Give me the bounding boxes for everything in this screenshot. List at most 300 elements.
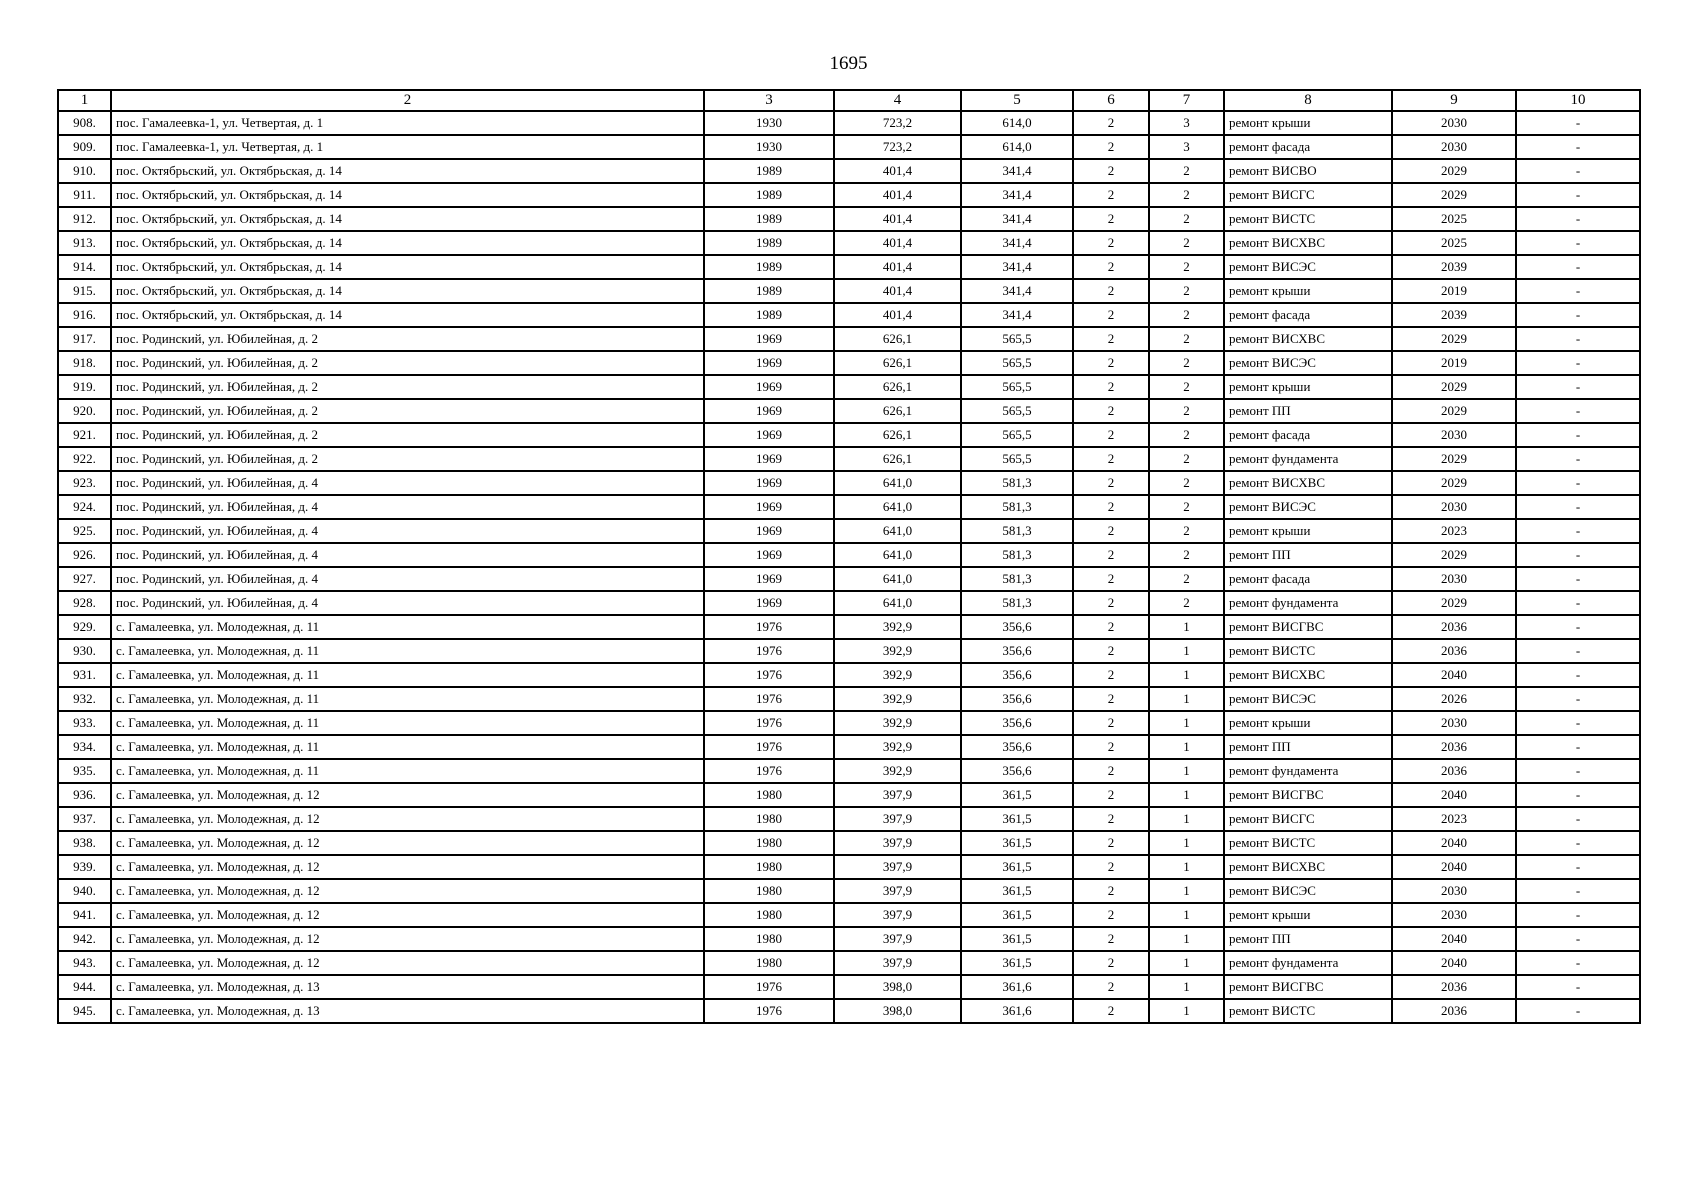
table-row (58, 807, 1640, 831)
cell-living-area: 341,4 (961, 255, 1073, 279)
cell-entrances: 3 (1149, 135, 1224, 159)
cell-planned-year: 2023 (1392, 519, 1516, 543)
cell-total-area: 392,9 (834, 615, 961, 639)
cell-note: - (1516, 351, 1640, 375)
cell-total-area: 641,0 (834, 567, 961, 591)
cell-work-type: ремонт ВИСГВС (1224, 783, 1392, 807)
cell-floors: 2 (1073, 591, 1149, 615)
cell-total-area: 626,1 (834, 399, 961, 423)
cell-note: - (1516, 159, 1640, 183)
cell-total-area: 397,9 (834, 855, 961, 879)
cell-row-number: 939. (58, 855, 111, 879)
cell-total-area: 401,4 (834, 231, 961, 255)
cell-work-type: ремонт ВИСХВС (1224, 663, 1392, 687)
cell-entrances: 1 (1149, 879, 1224, 903)
cell-row-number: 940. (58, 879, 111, 903)
table-row (58, 111, 1640, 135)
table-row (58, 495, 1640, 519)
cell-build-year: 1969 (704, 543, 834, 567)
cell-living-area: 341,4 (961, 303, 1073, 327)
cell-note: - (1516, 303, 1640, 327)
cell-total-area: 397,9 (834, 903, 961, 927)
cell-planned-year: 2030 (1392, 879, 1516, 903)
cell-work-type: ремонт крыши (1224, 279, 1392, 303)
cell-note: - (1516, 711, 1640, 735)
cell-work-type: ремонт ВИСХВС (1224, 231, 1392, 255)
cell-address: пос. Родинский, ул. Юбилейная, д. 2 (111, 327, 704, 351)
cell-floors: 2 (1073, 159, 1149, 183)
cell-row-number: 919. (58, 375, 111, 399)
cell-address: пос. Родинский, ул. Юбилейная, д. 2 (111, 351, 704, 375)
cell-planned-year: 2029 (1392, 471, 1516, 495)
cell-build-year: 1989 (704, 255, 834, 279)
cell-floors: 2 (1073, 759, 1149, 783)
cell-total-area: 401,4 (834, 183, 961, 207)
cell-work-type: ремонт ВИСЭС (1224, 255, 1392, 279)
cell-note: - (1516, 807, 1640, 831)
cell-row-number: 928. (58, 591, 111, 615)
column-header-8: 8 (1224, 90, 1392, 111)
cell-note: - (1516, 327, 1640, 351)
cell-floors: 2 (1073, 927, 1149, 951)
cell-entrances: 1 (1149, 951, 1224, 975)
cell-living-area: 356,6 (961, 687, 1073, 711)
page-number: 1695 (829, 53, 868, 74)
cell-row-number: 925. (58, 519, 111, 543)
cell-row-number: 909. (58, 135, 111, 159)
cell-floors: 2 (1073, 711, 1149, 735)
cell-entrances: 1 (1149, 639, 1224, 663)
cell-living-area: 341,4 (961, 207, 1073, 231)
cell-entrances: 2 (1149, 327, 1224, 351)
cell-planned-year: 2029 (1392, 183, 1516, 207)
cell-build-year: 1969 (704, 471, 834, 495)
cell-note: - (1516, 519, 1640, 543)
cell-total-area: 392,9 (834, 759, 961, 783)
cell-work-type: ремонт ВИСТС (1224, 207, 1392, 231)
cell-build-year: 1969 (704, 399, 834, 423)
cell-build-year: 1969 (704, 519, 834, 543)
cell-address: с. Гамалеевка, ул. Молодежная, д. 12 (111, 831, 704, 855)
cell-floors: 2 (1073, 111, 1149, 135)
table-row (58, 543, 1640, 567)
cell-row-number: 915. (58, 279, 111, 303)
cell-total-area: 641,0 (834, 519, 961, 543)
table-row (58, 135, 1640, 159)
cell-address: пос. Октябрьский, ул. Октябрьская, д. 14 (111, 159, 704, 183)
cell-planned-year: 2040 (1392, 927, 1516, 951)
cell-living-area: 356,6 (961, 711, 1073, 735)
cell-planned-year: 2036 (1392, 735, 1516, 759)
cell-row-number: 942. (58, 927, 111, 951)
cell-entrances: 2 (1149, 375, 1224, 399)
table-row (58, 183, 1640, 207)
cell-planned-year: 2040 (1392, 951, 1516, 975)
column-header-7: 7 (1149, 90, 1224, 111)
cell-living-area: 565,5 (961, 447, 1073, 471)
cell-address: пос. Октябрьский, ул. Октябрьская, д. 14 (111, 303, 704, 327)
cell-floors: 2 (1073, 975, 1149, 999)
cell-row-number: 913. (58, 231, 111, 255)
table-row (58, 855, 1640, 879)
cell-floors: 2 (1073, 471, 1149, 495)
cell-planned-year: 2036 (1392, 759, 1516, 783)
cell-address: пос. Родинский, ул. Юбилейная, д. 2 (111, 375, 704, 399)
cell-living-area: 356,6 (961, 663, 1073, 687)
cell-row-number: 923. (58, 471, 111, 495)
cell-living-area: 361,5 (961, 831, 1073, 855)
cell-address: с. Гамалеевка, ул. Молодежная, д. 11 (111, 759, 704, 783)
cell-address: пос. Октябрьский, ул. Октябрьская, д. 14 (111, 231, 704, 255)
cell-address: пос. Родинский, ул. Юбилейная, д. 2 (111, 423, 704, 447)
cell-build-year: 1969 (704, 567, 834, 591)
cell-floors: 2 (1073, 543, 1149, 567)
cell-total-area: 401,4 (834, 207, 961, 231)
cell-build-year: 1989 (704, 207, 834, 231)
cell-work-type: ремонт крыши (1224, 111, 1392, 135)
cell-entrances: 2 (1149, 303, 1224, 327)
table-row (58, 615, 1640, 639)
cell-build-year: 1976 (704, 615, 834, 639)
cell-row-number: 936. (58, 783, 111, 807)
cell-planned-year: 2023 (1392, 807, 1516, 831)
cell-note: - (1516, 759, 1640, 783)
cell-build-year: 1976 (704, 999, 834, 1023)
cell-work-type: ремонт ВИСЭС (1224, 879, 1392, 903)
table-row (58, 351, 1640, 375)
cell-total-area: 392,9 (834, 735, 961, 759)
cell-entrances: 1 (1149, 759, 1224, 783)
cell-work-type: ремонт крыши (1224, 903, 1392, 927)
cell-entrances: 2 (1149, 159, 1224, 183)
cell-work-type: ремонт ВИСТС (1224, 831, 1392, 855)
cell-address: пос. Родинский, ул. Юбилейная, д. 2 (111, 447, 704, 471)
cell-build-year: 1976 (704, 735, 834, 759)
cell-entrances: 1 (1149, 927, 1224, 951)
cell-address: пос. Родинский, ул. Юбилейная, д. 4 (111, 567, 704, 591)
cell-note: - (1516, 879, 1640, 903)
cell-row-number: 911. (58, 183, 111, 207)
cell-work-type: ремонт фундамента (1224, 759, 1392, 783)
cell-entrances: 2 (1149, 567, 1224, 591)
table-row (58, 471, 1640, 495)
cell-work-type: ремонт фасада (1224, 303, 1392, 327)
cell-living-area: 341,4 (961, 183, 1073, 207)
cell-total-area: 398,0 (834, 999, 961, 1023)
table-row (58, 327, 1640, 351)
cell-row-number: 908. (58, 111, 111, 135)
table-row (58, 879, 1640, 903)
cell-address: с. Гамалеевка, ул. Молодежная, д. 13 (111, 999, 704, 1023)
cell-address: с. Гамалеевка, ул. Молодежная, д. 12 (111, 783, 704, 807)
cell-entrances: 2 (1149, 423, 1224, 447)
cell-build-year: 1980 (704, 807, 834, 831)
cell-address: с. Гамалеевка, ул. Молодежная, д. 12 (111, 879, 704, 903)
cell-entrances: 1 (1149, 831, 1224, 855)
table-row (58, 999, 1640, 1023)
cell-row-number: 933. (58, 711, 111, 735)
table-row (58, 951, 1640, 975)
cell-living-area: 341,4 (961, 231, 1073, 255)
cell-planned-year: 2036 (1392, 639, 1516, 663)
cell-total-area: 397,9 (834, 879, 961, 903)
cell-floors: 2 (1073, 855, 1149, 879)
cell-work-type: ремонт ВИСЭС (1224, 351, 1392, 375)
cell-planned-year: 2029 (1392, 591, 1516, 615)
cell-total-area: 392,9 (834, 639, 961, 663)
cell-living-area: 581,3 (961, 543, 1073, 567)
table-row (58, 255, 1640, 279)
cell-total-area: 392,9 (834, 711, 961, 735)
cell-entrances: 2 (1149, 207, 1224, 231)
cell-build-year: 1976 (704, 663, 834, 687)
cell-entrances: 2 (1149, 591, 1224, 615)
cell-address: пос. Родинский, ул. Юбилейная, д. 4 (111, 471, 704, 495)
cell-living-area: 361,6 (961, 975, 1073, 999)
cell-note: - (1516, 567, 1640, 591)
cell-address: с. Гамалеевка, ул. Молодежная, д. 12 (111, 903, 704, 927)
table-row (58, 447, 1640, 471)
cell-floors: 2 (1073, 663, 1149, 687)
cell-note: - (1516, 135, 1640, 159)
cell-work-type: ремонт крыши (1224, 519, 1392, 543)
cell-planned-year: 2025 (1392, 207, 1516, 231)
cell-entrances: 1 (1149, 999, 1224, 1023)
cell-build-year: 1930 (704, 111, 834, 135)
cell-planned-year: 2040 (1392, 831, 1516, 855)
cell-row-number: 931. (58, 663, 111, 687)
cell-address: с. Гамалеевка, ул. Молодежная, д. 11 (111, 615, 704, 639)
cell-note: - (1516, 399, 1640, 423)
cell-note: - (1516, 423, 1640, 447)
cell-total-area: 401,4 (834, 159, 961, 183)
cell-planned-year: 2030 (1392, 111, 1516, 135)
cell-living-area: 356,6 (961, 735, 1073, 759)
cell-entrances: 1 (1149, 735, 1224, 759)
cell-planned-year: 2029 (1392, 399, 1516, 423)
table-row (58, 975, 1640, 999)
cell-note: - (1516, 735, 1640, 759)
cell-row-number: 922. (58, 447, 111, 471)
table-row (58, 687, 1640, 711)
table-row (58, 639, 1640, 663)
cell-work-type: ремонт ВИСГВС (1224, 975, 1392, 999)
cell-floors: 2 (1073, 207, 1149, 231)
cell-work-type: ремонт ВИСХВС (1224, 327, 1392, 351)
cell-build-year: 1969 (704, 351, 834, 375)
cell-living-area: 361,5 (961, 903, 1073, 927)
cell-total-area: 392,9 (834, 663, 961, 687)
cell-floors: 2 (1073, 351, 1149, 375)
cell-planned-year: 2036 (1392, 999, 1516, 1023)
cell-entrances: 2 (1149, 471, 1224, 495)
cell-row-number: 927. (58, 567, 111, 591)
cell-note: - (1516, 999, 1640, 1023)
table-row (58, 159, 1640, 183)
table-row (58, 735, 1640, 759)
cell-planned-year: 2040 (1392, 663, 1516, 687)
table-row (58, 279, 1640, 303)
cell-build-year: 1976 (704, 975, 834, 999)
cell-work-type: ремонт ВИСХВС (1224, 471, 1392, 495)
cell-living-area: 361,6 (961, 999, 1073, 1023)
cell-note: - (1516, 111, 1640, 135)
cell-living-area: 361,5 (961, 927, 1073, 951)
table-row (58, 423, 1640, 447)
cell-note: - (1516, 375, 1640, 399)
cell-living-area: 565,5 (961, 375, 1073, 399)
cell-address: пос. Октябрьский, ул. Октябрьская, д. 14 (111, 183, 704, 207)
table-row (58, 303, 1640, 327)
cell-living-area: 356,6 (961, 759, 1073, 783)
cell-address: пос. Октябрьский, ул. Октябрьская, д. 14 (111, 279, 704, 303)
cell-address: с. Гамалеевка, ул. Молодежная, д. 11 (111, 687, 704, 711)
cell-note: - (1516, 975, 1640, 999)
cell-row-number: 929. (58, 615, 111, 639)
cell-living-area: 356,6 (961, 615, 1073, 639)
cell-entrances: 2 (1149, 279, 1224, 303)
cell-planned-year: 2030 (1392, 711, 1516, 735)
cell-floors: 2 (1073, 183, 1149, 207)
cell-entrances: 2 (1149, 447, 1224, 471)
table-header-row (58, 90, 1640, 111)
cell-entrances: 2 (1149, 183, 1224, 207)
table-row (58, 783, 1640, 807)
cell-planned-year: 2040 (1392, 855, 1516, 879)
cell-row-number: 930. (58, 639, 111, 663)
cell-living-area: 614,0 (961, 135, 1073, 159)
table-row (58, 711, 1640, 735)
cell-build-year: 1989 (704, 159, 834, 183)
cell-living-area: 565,5 (961, 399, 1073, 423)
cell-note: - (1516, 663, 1640, 687)
cell-note: - (1516, 591, 1640, 615)
cell-note: - (1516, 207, 1640, 231)
cell-note: - (1516, 495, 1640, 519)
cell-note: - (1516, 903, 1640, 927)
column-header-4: 4 (834, 90, 961, 111)
cell-floors: 2 (1073, 735, 1149, 759)
cell-total-area: 626,1 (834, 423, 961, 447)
cell-address: с. Гамалеевка, ул. Молодежная, д. 13 (111, 975, 704, 999)
cell-build-year: 1969 (704, 327, 834, 351)
cell-total-area: 641,0 (834, 495, 961, 519)
cell-planned-year: 2030 (1392, 495, 1516, 519)
cell-entrances: 1 (1149, 903, 1224, 927)
cell-work-type: ремонт ВИСТС (1224, 999, 1392, 1023)
table-row (58, 399, 1640, 423)
cell-total-area: 401,4 (834, 303, 961, 327)
column-header-5: 5 (961, 90, 1073, 111)
table-row (58, 207, 1640, 231)
table-row (58, 375, 1640, 399)
cell-total-area: 626,1 (834, 327, 961, 351)
cell-note: - (1516, 639, 1640, 663)
cell-note: - (1516, 855, 1640, 879)
cell-build-year: 1969 (704, 423, 834, 447)
cell-living-area: 614,0 (961, 111, 1073, 135)
cell-total-area: 626,1 (834, 351, 961, 375)
cell-entrances: 1 (1149, 807, 1224, 831)
cell-work-type: ремонт фасада (1224, 423, 1392, 447)
cell-row-number: 934. (58, 735, 111, 759)
cell-address: с. Гамалеевка, ул. Молодежная, д. 11 (111, 711, 704, 735)
cell-total-area: 626,1 (834, 447, 961, 471)
cell-floors: 2 (1073, 495, 1149, 519)
cell-address: пос. Родинский, ул. Юбилейная, д. 4 (111, 591, 704, 615)
cell-build-year: 1989 (704, 183, 834, 207)
cell-total-area: 641,0 (834, 471, 961, 495)
cell-build-year: 1980 (704, 831, 834, 855)
cell-address: пос. Родинский, ул. Юбилейная, д. 4 (111, 495, 704, 519)
cell-build-year: 1989 (704, 279, 834, 303)
cell-planned-year: 2019 (1392, 351, 1516, 375)
table-row (58, 759, 1640, 783)
cell-note: - (1516, 783, 1640, 807)
cell-entrances: 2 (1149, 351, 1224, 375)
cell-row-number: 918. (58, 351, 111, 375)
cell-build-year: 1980 (704, 855, 834, 879)
cell-total-area: 397,9 (834, 951, 961, 975)
cell-floors: 2 (1073, 399, 1149, 423)
cell-work-type: ремонт ПП (1224, 543, 1392, 567)
cell-note: - (1516, 447, 1640, 471)
cell-entrances: 1 (1149, 975, 1224, 999)
cell-living-area: 581,3 (961, 471, 1073, 495)
cell-row-number: 921. (58, 423, 111, 447)
cell-total-area: 401,4 (834, 255, 961, 279)
cell-living-area: 341,4 (961, 279, 1073, 303)
cell-note: - (1516, 255, 1640, 279)
cell-entrances: 2 (1149, 495, 1224, 519)
cell-row-number: 941. (58, 903, 111, 927)
cell-address: пос. Родинский, ул. Юбилейная, д. 4 (111, 519, 704, 543)
cell-entrances: 1 (1149, 687, 1224, 711)
cell-total-area: 397,9 (834, 927, 961, 951)
cell-floors: 2 (1073, 135, 1149, 159)
cell-floors: 2 (1073, 687, 1149, 711)
cell-planned-year: 2039 (1392, 255, 1516, 279)
cell-note: - (1516, 951, 1640, 975)
cell-floors: 2 (1073, 447, 1149, 471)
cell-note: - (1516, 231, 1640, 255)
cell-floors: 2 (1073, 951, 1149, 975)
cell-total-area: 398,0 (834, 975, 961, 999)
cell-address: пос. Октябрьский, ул. Октябрьская, д. 14 (111, 207, 704, 231)
cell-living-area: 361,5 (961, 879, 1073, 903)
cell-living-area: 341,4 (961, 159, 1073, 183)
cell-note: - (1516, 831, 1640, 855)
cell-work-type: ремонт ВИСГС (1224, 183, 1392, 207)
cell-build-year: 1930 (704, 135, 834, 159)
cell-floors: 2 (1073, 375, 1149, 399)
cell-floors: 2 (1073, 615, 1149, 639)
cell-total-area: 397,9 (834, 831, 961, 855)
cell-total-area: 401,4 (834, 279, 961, 303)
cell-floors: 2 (1073, 279, 1149, 303)
cell-address: пос. Родинский, ул. Юбилейная, д. 4 (111, 543, 704, 567)
table-row (58, 927, 1640, 951)
cell-entrances: 1 (1149, 615, 1224, 639)
cell-work-type: ремонт ВИСВО (1224, 159, 1392, 183)
cell-build-year: 1969 (704, 375, 834, 399)
cell-total-area: 723,2 (834, 111, 961, 135)
cell-work-type: ремонт фасада (1224, 135, 1392, 159)
cell-total-area: 626,1 (834, 375, 961, 399)
cell-floors: 2 (1073, 303, 1149, 327)
cell-build-year: 1969 (704, 447, 834, 471)
cell-living-area: 361,5 (961, 951, 1073, 975)
